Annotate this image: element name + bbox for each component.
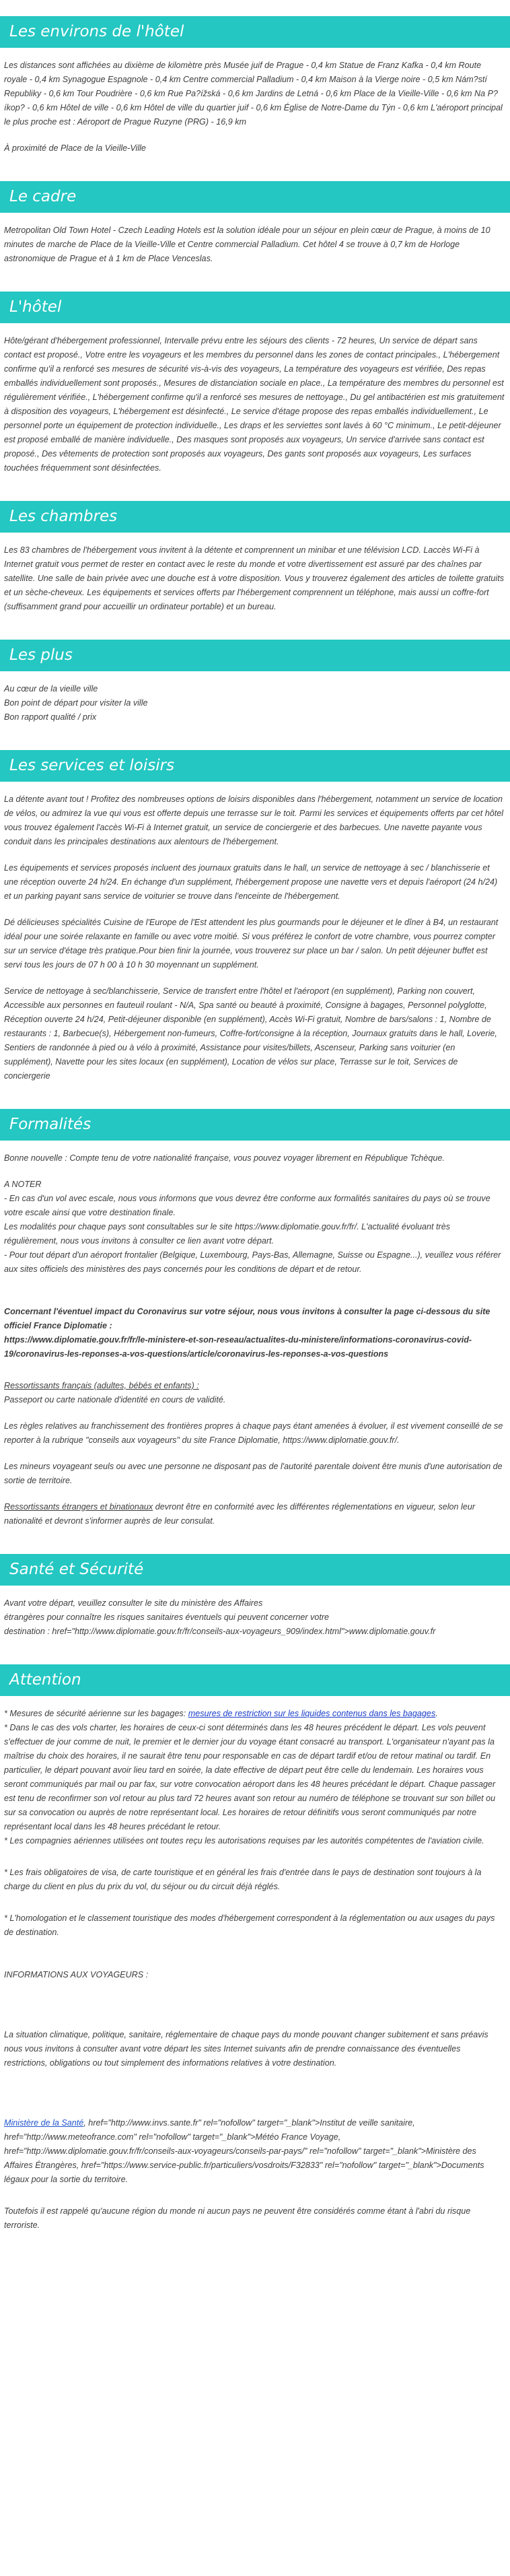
attention-airlines: * Les compagnies aériennes utilisées ont toutes reçu les autorisations requises par les autorités compétentes de l'aviation civile. [4, 1836, 484, 1845]
section-title-environs: Les environs de l'hôtel [0, 16, 510, 48]
formalites-note-3: - Pour tout départ d'un aéroport frontalier (Belgique, Luxembourg, Pays-Bas, Allemagne, Suisse ou Espagne...), veuillez vous référer aux sites officiels des ministères des pays concernés pour les conditions de départ et de retour. [4, 1250, 501, 1274]
formalites-coronavirus-notice: Concernant l'éventuel impact du Coronavirus sur votre séjour, nous vous invitons à consulter la page ci-dessous du site officiel France Diplomatie : [4, 1307, 490, 1330]
services-paragraph-3: Dé délicieuses spécialités Cuisine de l'Europe de l'Est attendent les plus gourmands pour le déjeuner et le dîner à B4, un restaurant idéal pour une soirée relaxante en famille ou avec votre moitié. Si vous préférez le confort de votre chambre, vous pourrez compter sur un service d'étage très pratique.Pour bien finir la journée, vous trouverez sur place un bar / salon. Un petit déjeuner buffet est servi tous les jours de 07 h 00 à 10 h 30 moyennant un supplément. [4, 918, 499, 970]
sante-line-1: Avant votre départ, veuillez consulter le site du ministère des Affaires [4, 1598, 263, 1608]
attention-info-1: La situation climatique, politique, sanitaire, réglementaire de chaque pays du monde pouvant changer subitement et sans préavis [4, 2030, 488, 2039]
section-attention [0, 1664, 510, 2233]
section-hotel [0, 292, 510, 475]
attention-links-text: , href="http://www.invs.sante.fr" rel="nofollow" target="_blank">Institut de veille sanitaire, href="http://www.meteofrance.com" rel="nofollow" target="_blank">Météo France Voyage, href="http://www.diplomatie.gouv.fr/fr/conseils-aux-voyageurs/conseils-par-pays/" rel="nofollow" target="_blank">Ministère des Affaires Étrangères, href="https://www.service-public.fr/particuliers/vosdroits/F32833" rel="nofollow" target="_blank">Documents légaux pour la sortie du territoire. [4, 2118, 484, 2184]
attention-terrorism: Toutefois il est rappelé qu'aucune région du monde ni aucun pays ne peuvent être considérés comme étant à l'abri du risque terroriste. [4, 2206, 471, 2230]
formalites-intro: Bonne nouvelle : Compte tenu de votre nationalité française, vous pouvez voyager librement en République Tchèque. [4, 1153, 445, 1163]
formalites-foreign-nationals [4, 1500, 505, 1528]
section-title-cadre: Le cadre [0, 181, 510, 213]
section-services [0, 750, 510, 1083]
formalites-french-nationals-text: Passeport ou carte nationale d'identité en cours de validité. [4, 1395, 226, 1404]
hotel-text: Hôte/gérant d'hébergement professionnel, Intervalle prévu entre les séjours des clients - 72 heures, Un service de départ sans contact est proposé., Votre entre les voyageurs et les membres du personnel dans les zones de contact principales., L'hébergement confirme qu'il a renforcé ses mesures de sécurité vis-à-vis des voyageurs, La température des voyageurs est vérifiée, Des repas emballés individuellement sont proposés., Mesures de distanciation sociale en place., La température des membres du personnel est régulièrement vérifiée., L'hébergement confirme qu'il a renforcé ses mesures de nettoyage., Du gel antibactérien est mis gratuitement à disposition des voyageurs, L'hébergement est désinfecté., Le service d'étage propose des repas emballés individuellement., Le personnel porte un équipement de protection individuelle., Les draps et les serviettes sont lavés à 60 °C minimum., Le petit-déjeuner est proposé emballé de manière individuelle., Des masques sont proposés aux voyageurs, Un service d'arrivée sans contact est proposé., Des vêtements de protection sont proposés aux voyageurs, Des gants sont proposés aux voyageurs, Les surfaces touchées fréquemment sont désinfectées. [4, 336, 505, 473]
section-chambres [0, 501, 510, 614]
section-title-services: Les services et loisirs [0, 750, 510, 782]
plus-item: Bon rapport qualité / prix [4, 712, 97, 722]
formalites-minors: Les mineurs voyageant seuls ou avec une personne ne disposant pas de l'autorité parentale doivent être munis d'une autorisation de sortie de territoire. [4, 1462, 503, 1485]
formalites-rules: Les règles relatives au franchissement des frontières propres à chaque pays étant amenées à évoluer, il est vivement conseillé de se reporter à la rubrique "conseils aux voyageurs" du site France Diplomatie, https://www.diplomatie.gouv.fr/. [4, 1421, 503, 1445]
plus-item: Au cœur de la vieille ville [4, 684, 98, 693]
formalites-foreign-nationals-text: devront être en conformité avec les différentes réglementations en vigueur, selon leur nationalité et devront s'informer auprès de leur consulat. [4, 1502, 476, 1526]
section-title-formalites: Formalités [0, 1109, 510, 1141]
section-title-chambres: Les chambres [0, 501, 510, 533]
environs-text: Les distances sont affichées au dixième de kilomètre près Musée juif de Prague - 0,4 km Statue de Franz Kafka - 0,4 km Route royale - 0,4 km Synagogue Espagnole - 0,4 km Centre commercial Palladium - 0,4 km Maison à la Vierge noire - 0,5 km Nám?stí Republiky - 0,6 km Tour Poudrière - 0,6 km Rue Pa?ížská - 0,6 km Jardins de Letná - 0,6 km Place de la Vieille-Ville - 0,6 km Na P?íkop? - 0,6 km Hôtel de ville - 0,6 km Hôtel de ville du quartier juif - 0,6 km Église de Notre-Dame du Týn - 0,6 km L'aéroport principal le plus proche est : Aéroport de Prague Ruzyne (PRG) - 16,9 km [4, 61, 503, 127]
section-title-attention: Attention [0, 1664, 510, 1696]
cadre-text: Metropolitan Old Town Hotel - Czech Leading Hotels est la solution idéale pour un séjour en plein cœur de Prague, à moins de 10 minutes de marche de Place de la Vieille-Ville et Centre commercial Palladium. Cet hôtel 4 se trouve à 0,7 km de Horloge astronomique de Prague et à 1 km de Place Venceslas. [4, 226, 490, 263]
formalites-foreign-nationals-label: Ressortissants étrangers et binationaux [4, 1502, 153, 1512]
attention-baggage-prefix: * Mesures de sécurité aérienne sur les bagages: [4, 1709, 188, 1718]
section-title-sante: Santé et Sécurité [0, 1554, 510, 1586]
section-environs [0, 16, 510, 156]
attention-baggage-suffix: . [435, 1709, 438, 1718]
section-plus [0, 640, 510, 724]
services-paragraph-2: Les équipements et services proposés incluent des journaux gratuits dans le hall, un service de nettoyage à sec / blanchisserie et une réception ouverte 24 h/24. En échange d'un supplément, l'hébergement propose une navette vers et depuis l'aéroport (24 h/24) et un parking payant sans service de voiturier se trouve dans l'enceinte de l'hébergement. [4, 863, 498, 901]
formalites-note-2: Les modalités pour chaque pays sont consultables sur le site https://www.diplomatie.gouv.fr/fr/. L'actualité évoluant très régulièrement, nous vous invitons à consulter ce lien avant votre départ. [4, 1222, 450, 1246]
ministry-health-link[interactable]: Ministère de la Santé [4, 2118, 84, 2128]
services-paragraph-4: Service de nettoyage à sec/blanchisserie, Service de transfert entre l'hôtel et l'aéroport (en supplément), Parking non couvert, Accessible aux personnes en fauteuil roulant - N/A, Spa santé ou beauté à proximité, Consigne à bagages, Personnel polyglotte, Réception ouverte 24 h/24, Petit-déjeuner disponible (en supplément), Accès Wi-Fi gratuit, Nombre de bars/salons : 1, Nombre de restaurants : 1, Barbecue(s), Hébergement non-fumeurs, Coffre-fort/consigne à la réception, Journaux gratuits dans le hall, Loverie, Sentiers de randonnée à pied ou à vélo à proximité, Assistance pour visites/billets, Ascenseur, Parking sans voiturier (en supplément), Navette pour les sites locaux (en supplément), Location de vélos sur place, Terrasse sur le toit, Services de conciergerie [4, 986, 497, 1081]
formalites-note-1: - En cas d'un vol avec escale, nous vous informons que vous devrez être conforme aux formalités sanitaires du pays où se trouve votre escale ainsi que votre destination finale. [4, 1194, 490, 1217]
section-sante [0, 1554, 510, 1639]
section-cadre [0, 181, 510, 266]
plus-item: Bon point de départ pour visiter la ville [4, 698, 148, 708]
attention-charter: * Dans le cas des vols charter, les horaires de ceux-ci sont déterminés dans les 48 heures précédent le départ. Les vols peuvent s'effectuer de jour comme de nuit, le premier et le dernier jour du voyage étant consacré au transport. L'organisateur n'ayant pas la maîtrise du choix des horaires, il ne saurait être tenu pour responsable en cas de départ tardif et/ou de retour matinal ou tardif. En particulier, le départ pouvant avoir lieu tard en soirée, la date effective de départ peut être celle du lendemain. Les horaires vous seront communiqués par mail ou par fax, sur votre convocation aéroport dans les 48 heures précédant le départ. Chaque passager est tenu de reconfirmer son vol retour au plus tard 72 heures avant son retour au numéro de téléphone se trouvant sur son billet ou sur sa convocation ou auprès de notre représentant local. Les horaires de retour définitifs vous seront communiqués par notre représentant local dans les 48 heures précédant le retour. [4, 1723, 496, 1831]
environs-proximity: À proximité de Place de la Vieille-Ville [4, 143, 146, 153]
attention-links [4, 2116, 505, 2187]
sante-line-2: étrangères pour connaître les risques sanitaires éventuels qui peuvent concerner votre [4, 1613, 330, 1622]
services-paragraph-1: La détente avant tout ! Profitez des nombreuses options de loisirs disponibles dans l'hébergement, notamment un service de location de vélos, ou admirez la vue qui vous est offerte depuis une terrasse sur le toit. Parmi les services et équipements offerts par cet hôtel vous trouvez également l'accès Wi-Fi à Internet gratuit, un service de conciergerie et des barbecues. Une navette payante vous conduit dans les principales destinations aux alentours de l'hébergement. [4, 794, 504, 846]
section-title-plus: Les plus [0, 640, 510, 671]
liquids-restriction-link[interactable]: mesures de restriction sur les liquides contenus dans les bagages [188, 1709, 436, 1718]
attention-visa-fees: * Les frais obligatoires de visa, de carte touristique et en général les frais d'entrée dans le pays de destination sont toujours à la charge du client en plus du prix du vol, du séjour ou du circuit déjà réglés. [4, 1868, 482, 1891]
attention-info-title: INFORMATIONS AUX VOYAGEURS : [4, 1970, 149, 1979]
chambres-text: Les 83 chambres de l'hébergement vous invitent à la détente et comprennent un minibar et une télévision LCD. Laccès Wi-Fi à Internet gratuit vous permet de rester en contact avec le reste du monde et votre divertissement est assuré par des chaînes par satellite. Une salle de bain privée avec une douche est à votre disposition. Vous y trouverez également des articles de toilette gratuits et un sèche-cheveux. Les équipements et services offerts par l'hébergement comprennent un téléphone, mais aussi un coffre-fort (suffisamment grand pour accueillir un ordinateur portable) et un bureau. [4, 545, 504, 611]
attention-baggage [4, 1707, 505, 1721]
sante-line-3: destination : href="http://www.diplomatie.gouv.fr/fr/conseils-aux-voyageurs_909/index.html">www.diplomatie.gouv.fr [4, 1627, 436, 1636]
formalites-french-nationals-label: Ressortissants français (adultes, bébés et enfants) : [4, 1381, 199, 1390]
formalites-a-noter: A NOTER [4, 1180, 42, 1189]
page [0, 16, 510, 2233]
attention-info-2: nous vous invitons à consulter avant votre départ les sites Internet suivants afin de prendre connaissance des éventuelles restrictions, obligations ou tout simplement des informations relatives à votre destination. [4, 2044, 461, 2068]
section-title-hotel: L'hôtel [0, 292, 510, 323]
attention-classification: * L'homologation et le classement touristique des modes d'hébergement correspondent à la réglementation ou aux usages du pays de destination. [4, 1913, 495, 1937]
formalites-coronavirus-link[interactable]: https://www.diplomatie.gouv.fr/fr/le-ministere-et-son-reseau/actualites-du-ministere/informations-coronavirus-covid-19/coronavirus-les-reponses-a-vos-questions/article/coronavirus-les-reponses-a-vos-questions [4, 1335, 472, 1359]
section-formalites [0, 1109, 510, 1528]
